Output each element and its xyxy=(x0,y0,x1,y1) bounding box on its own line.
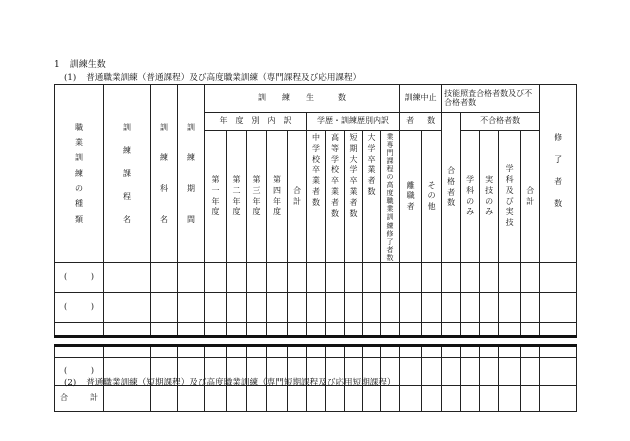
header-completed: 修 了 者 数 xyxy=(540,85,577,263)
header-year1: 第一年度 xyxy=(205,131,227,263)
row-label: ( ) xyxy=(55,293,104,323)
row-label: ( ) xyxy=(55,358,104,386)
section-heading xyxy=(54,57,106,70)
header-fail-both: 学科及び実技 xyxy=(499,131,521,263)
header-passed: 合格者数 xyxy=(442,113,461,263)
header-disc-leave: 離職者 xyxy=(400,131,422,263)
header-edu-college: 短期大学卒業者数 xyxy=(345,131,363,263)
header-year2: 第二年度 xyxy=(227,131,247,263)
header-edu-junior: 中学校卒業者数 xyxy=(307,131,326,263)
header-exam: 技能照査合格者数及び不合格者数 xyxy=(442,85,540,113)
header-edu-univ: 大学卒業者数 xyxy=(363,131,381,263)
header-by-education: 学歴・訓練歴別内訳 xyxy=(307,113,400,131)
header-occupation: 職 業 訓 練 の 種 類 xyxy=(55,85,104,263)
header-fail-academic: 学科のみ xyxy=(461,131,480,263)
subsection-title-1: 普通職業訓練（普通課程）及び高度職業訓練（専門課程及び応用課程） xyxy=(86,73,362,83)
table-separator xyxy=(55,337,577,346)
header-year4: 第四年度 xyxy=(267,131,288,263)
header-subject: 訓 練 科 名 xyxy=(151,85,178,263)
table-total-row xyxy=(55,386,577,412)
header-edu-high: 高等学校卒業者数 xyxy=(326,131,345,263)
heading-number: 1 xyxy=(54,60,60,70)
header-year3: 第三年度 xyxy=(247,131,267,263)
table-row xyxy=(55,293,577,323)
total-label: 合 計 xyxy=(55,386,104,412)
subsection-heading-2 xyxy=(64,376,396,388)
table-row xyxy=(55,346,577,358)
header-course: 訓 練 課 程 名 xyxy=(104,85,151,263)
header-disc-count: 者 数 xyxy=(400,113,442,131)
header-fail-practical: 実技のみ xyxy=(480,131,499,263)
header-fail-total: 合計 xyxy=(521,131,540,263)
header-year-total: 合計 xyxy=(288,131,307,263)
subsection-title-2: 普通職業訓練（短期課程）及び高度職業訓練（専門短期課程及び応用短期課程） xyxy=(86,378,396,388)
subsection-number-1: (1) xyxy=(64,73,77,83)
header-edu-prior: 業専門課程の高度職業訓練修了者数 xyxy=(381,131,400,263)
header-discontinued: 訓練中止 xyxy=(400,85,442,113)
table-row xyxy=(55,263,577,293)
subsection-number-2: (2) xyxy=(64,378,77,388)
heading-title: 訓練生数 xyxy=(69,60,106,70)
header-period: 訓 練 期 間 xyxy=(178,85,205,263)
header-failed: 不合格者数 xyxy=(461,113,540,131)
subsection-heading-1 xyxy=(64,71,361,83)
trainee-count-table xyxy=(54,84,577,412)
header-disc-other: その他 xyxy=(422,131,442,263)
row-label: ( ) xyxy=(55,263,104,293)
header-trainees: 訓 練 生 数 xyxy=(205,85,400,113)
header-by-year: 年 度 別 内 訳 xyxy=(205,113,307,131)
table-row xyxy=(55,323,577,337)
